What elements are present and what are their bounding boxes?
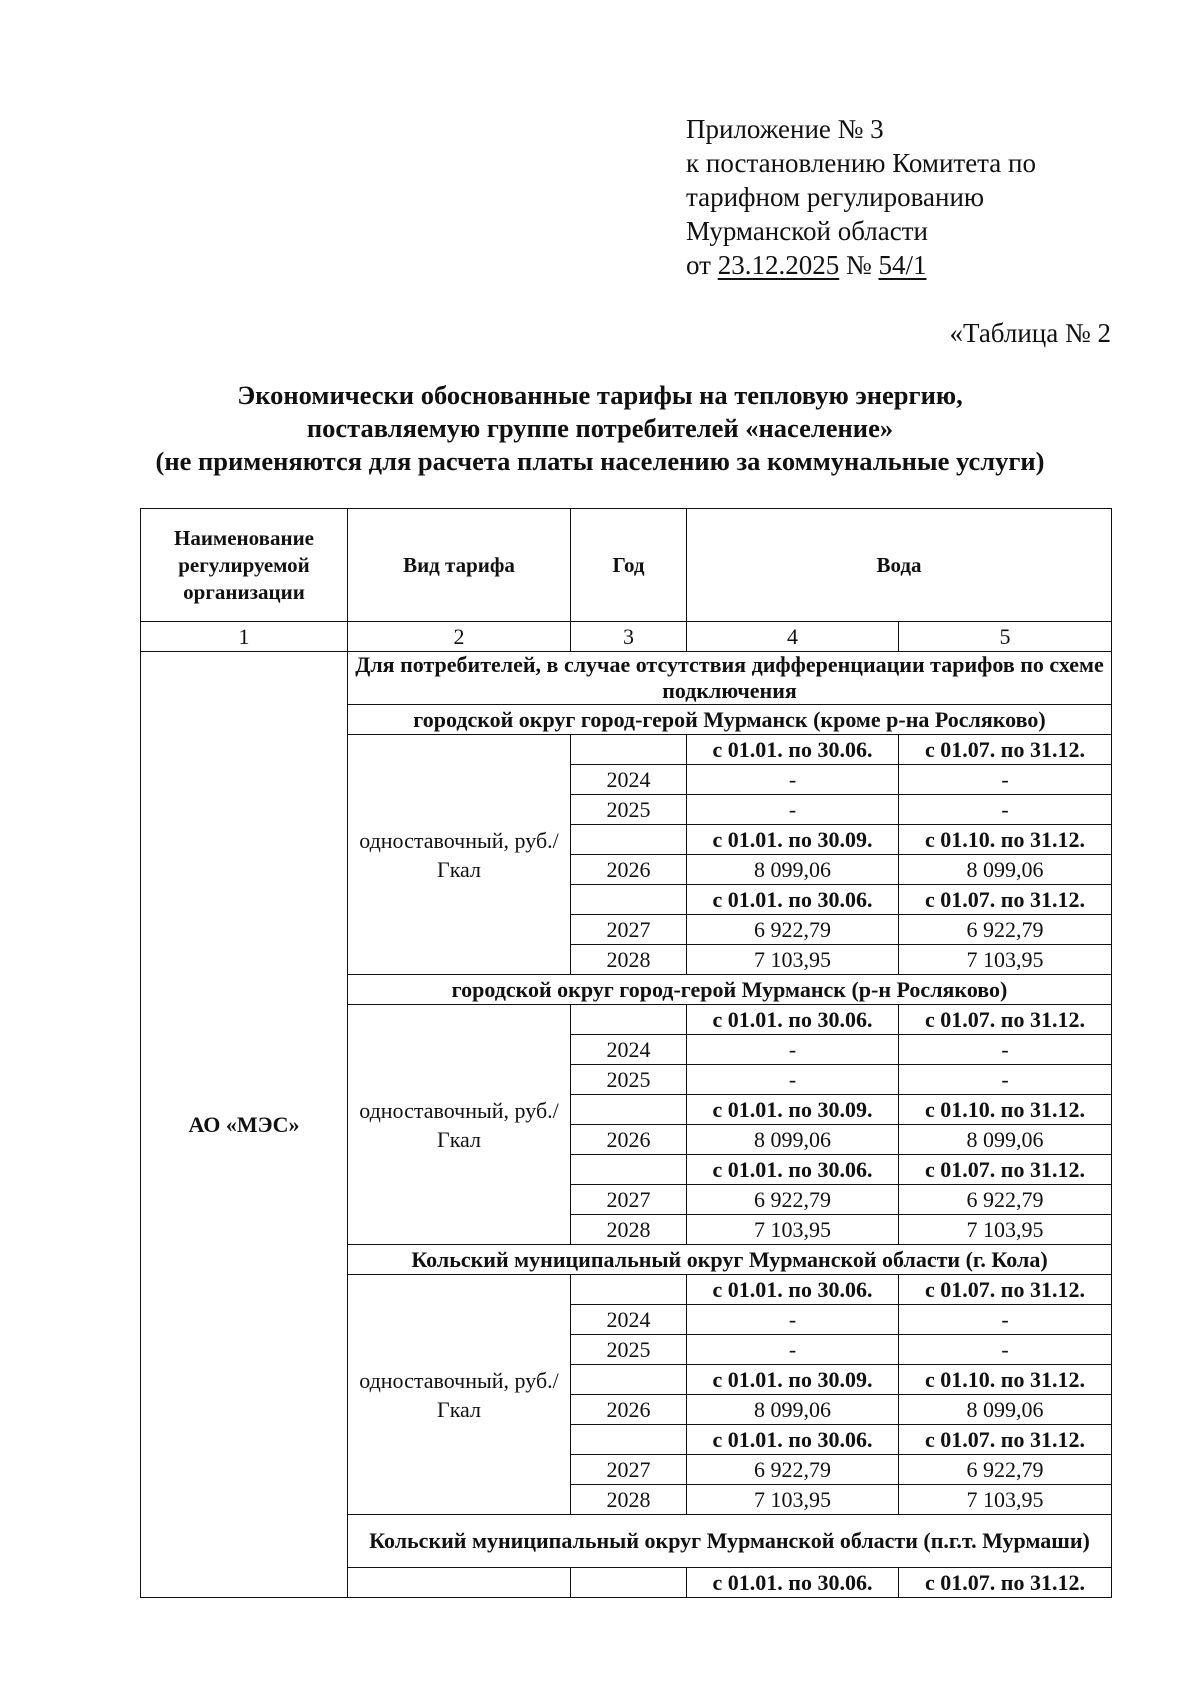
year-cell-empty (571, 1155, 687, 1185)
tariff-kind-empty (348, 1568, 571, 1598)
period-start: с 01.01. по 30.09. (687, 1365, 899, 1395)
period-end: с 01.10. по 31.12. (899, 825, 1112, 855)
value-first-half: - (687, 795, 899, 825)
value-first-half: 7 103,95 (687, 1215, 899, 1245)
appendix-header (686, 112, 1036, 282)
year-cell: 2027 (571, 1455, 687, 1485)
appendix-date: 23.12.2025 (717, 250, 840, 280)
appendix-line-2: к постановлению Комитета по (686, 148, 1036, 178)
title-line-1: Экономически обоснованные тарифы на тепловую энергию, (237, 380, 963, 410)
period-start: с 01.01. по 30.06. (687, 1425, 899, 1455)
value-first-half: - (687, 1335, 899, 1365)
period-end: с 01.07. по 31.12. (899, 1568, 1112, 1598)
year-cell: 2024 (571, 1035, 687, 1065)
tariff-table (140, 508, 1112, 1598)
year-cell: 2024 (571, 765, 687, 795)
value-second-half: - (899, 1335, 1112, 1365)
period-start: с 01.01. по 30.06. (687, 885, 899, 915)
intro-text: Для потребителей, в случае отсутствия дифференциации тарифов по схеме подключения (348, 652, 1112, 705)
value-first-half: - (687, 765, 899, 795)
year-cell-empty (571, 1568, 687, 1598)
document-title (100, 379, 1100, 478)
header-year: Год (571, 509, 687, 622)
col-number: 2 (348, 622, 571, 652)
year-cell: 2027 (571, 915, 687, 945)
col-number: 4 (687, 622, 899, 652)
value-second-half: 7 103,95 (899, 1215, 1112, 1245)
appendix-line-1: Приложение № 3 (686, 114, 884, 144)
value-second-half: 8 099,06 (899, 1125, 1112, 1155)
value-first-half: 6 922,79 (687, 1185, 899, 1215)
year-cell: 2025 (571, 1065, 687, 1095)
appendix-number: 54/1 (878, 250, 927, 280)
period-end: с 01.07. по 31.12. (899, 1275, 1112, 1305)
appendix-number-sign: № (839, 250, 879, 280)
year-cell-empty (571, 1365, 687, 1395)
value-first-half: - (687, 1035, 899, 1065)
value-second-half: 6 922,79 (899, 1455, 1112, 1485)
col-number: 5 (899, 622, 1112, 652)
value-first-half: 6 922,79 (687, 1455, 899, 1485)
header-water: Вода (687, 509, 1112, 622)
value-first-half: 8 099,06 (687, 855, 899, 885)
period-end: с 01.07. по 31.12. (899, 1425, 1112, 1455)
year-cell-empty (571, 885, 687, 915)
year-cell: 2024 (571, 1305, 687, 1335)
appendix-line-5 (686, 248, 1036, 282)
section-title: Кольский муниципальный округ Мурманской области (п.г.т. Мурмаши) (348, 1515, 1112, 1568)
value-second-half: 6 922,79 (899, 915, 1112, 945)
period-end: с 01.10. по 31.12. (899, 1365, 1112, 1395)
value-first-half: 8 099,06 (687, 1125, 899, 1155)
value-second-half: 8 099,06 (899, 1395, 1112, 1425)
header-tariff-type: Вид тарифа (348, 509, 571, 622)
tariff-kind: одноставочный, руб./Гкал (348, 1275, 571, 1515)
year-cell-empty (571, 1275, 687, 1305)
year-cell: 2028 (571, 1215, 687, 1245)
period-end: с 01.07. по 31.12. (899, 1005, 1112, 1035)
period-start: с 01.01. по 30.06. (687, 735, 899, 765)
period-start: с 01.01. по 30.06. (687, 1568, 899, 1598)
period-end: с 01.10. по 31.12. (899, 1095, 1112, 1125)
appendix-line-3: тарифном регулированию (686, 182, 985, 212)
value-second-half: - (899, 1065, 1112, 1095)
year-cell-empty (571, 825, 687, 855)
value-second-half: 7 103,95 (899, 945, 1112, 975)
header-org: Наименование регулируемой организации (141, 509, 348, 622)
year-cell: 2025 (571, 795, 687, 825)
period-end: с 01.07. по 31.12. (899, 885, 1112, 915)
value-first-half: - (687, 1305, 899, 1335)
section-title: Кольский муниципальный округ Мурманской области (г. Кола) (348, 1245, 1112, 1275)
intro-row (141, 652, 1112, 705)
value-second-half: - (899, 765, 1112, 795)
column-number-row (141, 622, 1112, 652)
period-end: с 01.07. по 31.12. (899, 735, 1112, 765)
year-cell: 2025 (571, 1335, 687, 1365)
title-line-2: поставляемую группе потребителей «население» (306, 413, 894, 443)
appendix-line-4: Мурманской области (686, 216, 928, 246)
org-name: АО «МЭС» (141, 652, 348, 1598)
year-cell: 2028 (571, 1485, 687, 1515)
year-cell: 2026 (571, 1125, 687, 1155)
section-title: городской округ город-герой Мурманск (кроме р-на Росляково) (348, 705, 1112, 735)
value-second-half: 8 099,06 (899, 855, 1112, 885)
year-cell-empty (571, 1005, 687, 1035)
col-number: 3 (571, 622, 687, 652)
value-second-half: 7 103,95 (899, 1485, 1112, 1515)
value-first-half: 7 103,95 (687, 1485, 899, 1515)
section-title: городской округ город-герой Мурманск (р-н Росляково) (348, 975, 1112, 1005)
value-first-half: 6 922,79 (687, 915, 899, 945)
tariff-kind: одноставочный, руб./Гкал (348, 1005, 571, 1245)
period-start: с 01.01. по 30.06. (687, 1155, 899, 1185)
year-cell: 2026 (571, 1395, 687, 1425)
year-cell: 2027 (571, 1185, 687, 1215)
appendix-date-prefix: от (686, 250, 718, 280)
value-first-half: 8 099,06 (687, 1395, 899, 1425)
table-label: «Таблица № 2 (949, 318, 1111, 348)
period-end: с 01.07. по 31.12. (899, 1155, 1112, 1185)
value-second-half: 6 922,79 (899, 1185, 1112, 1215)
header-row (141, 509, 1112, 622)
year-cell: 2026 (571, 855, 687, 885)
period-start: с 01.01. по 30.09. (687, 1095, 899, 1125)
value-second-half: - (899, 795, 1112, 825)
period-start: с 01.01. по 30.06. (687, 1275, 899, 1305)
period-start: с 01.01. по 30.06. (687, 1005, 899, 1035)
value-first-half: - (687, 1065, 899, 1095)
value-second-half: - (899, 1035, 1112, 1065)
year-cell-empty (571, 1095, 687, 1125)
value-first-half: 7 103,95 (687, 945, 899, 975)
period-start: с 01.01. по 30.09. (687, 825, 899, 855)
year-cell-empty (571, 735, 687, 765)
title-line-3: (не применяются для расчета платы населению за коммунальные услуги) (155, 446, 1045, 476)
year-cell: 2028 (571, 945, 687, 975)
value-second-half: - (899, 1305, 1112, 1335)
col-number: 1 (141, 622, 348, 652)
year-cell-empty (571, 1425, 687, 1455)
tariff-kind: одноставочный, руб./Гкал (348, 735, 571, 975)
